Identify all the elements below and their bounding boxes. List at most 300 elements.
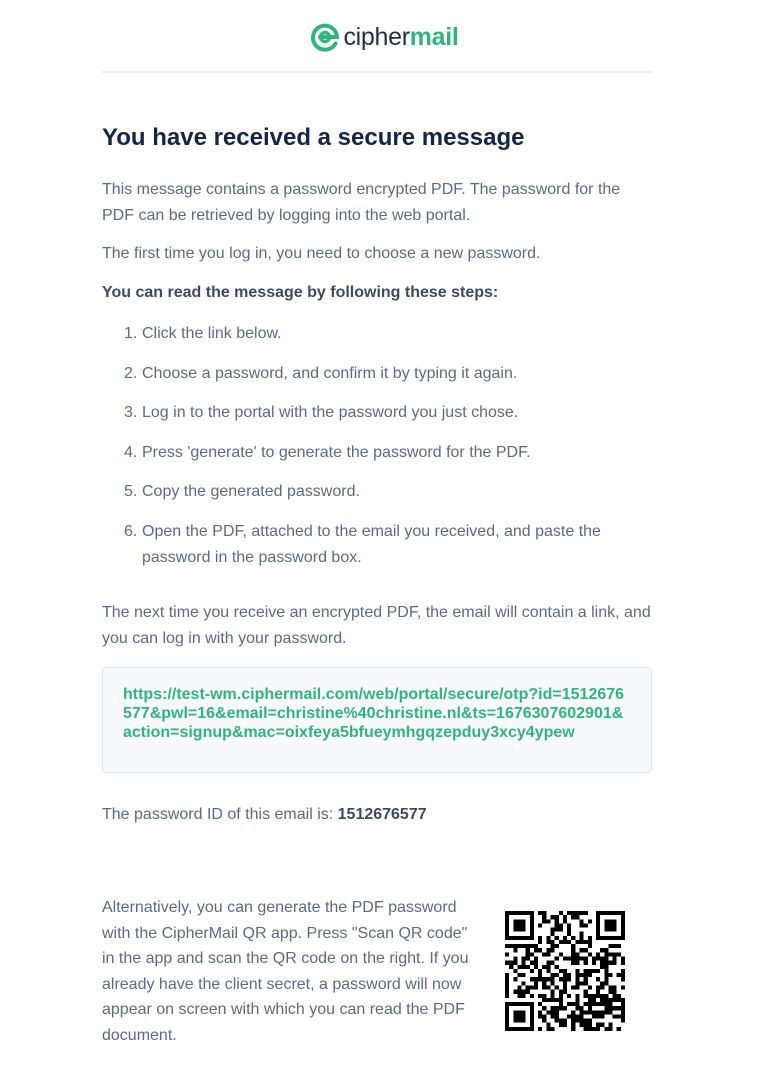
step-text: Press 'generate' to generate the password for the PDF.: [142, 443, 531, 461]
qr-module: [592, 1002, 596, 1006]
qr-module: [567, 928, 571, 932]
qr-module: [584, 1027, 588, 1031]
qr-module: [621, 928, 625, 932]
qr-module: [513, 961, 517, 965]
qr-module: [538, 936, 542, 940]
qr-module: [526, 985, 530, 989]
qr-module: [563, 936, 567, 940]
qr-module: [596, 969, 600, 973]
qr-module: [559, 990, 563, 994]
qr-module: [551, 994, 555, 998]
qr-module: [592, 1014, 596, 1018]
qr-module: [617, 998, 621, 1002]
qr-module: [517, 919, 521, 923]
qr-module: [604, 977, 608, 981]
qr-module: [592, 1027, 596, 1031]
qr-module: [604, 957, 608, 961]
qr-module: [534, 985, 538, 989]
qr-module: [546, 985, 550, 989]
qr-module: [584, 911, 588, 915]
qr-module: [596, 915, 600, 919]
qr-module: [530, 923, 534, 927]
qr-module: [559, 1023, 563, 1027]
qr-module: [559, 994, 563, 998]
qr-module: [563, 1023, 567, 1027]
qr-module: [588, 985, 592, 989]
qr-module: [542, 919, 546, 923]
qr-module: [555, 923, 559, 927]
qr-module: [575, 952, 579, 956]
qr-module: [513, 977, 517, 981]
qr-module: [530, 985, 534, 989]
qr-module: [530, 1010, 534, 1014]
qr-module: [579, 1019, 583, 1023]
qr-module: [522, 911, 526, 915]
qr-module: [604, 948, 608, 952]
qr-module: [542, 981, 546, 985]
qr-module: [505, 915, 509, 919]
qr-module: [584, 973, 588, 977]
qr-module: [584, 1023, 588, 1027]
qr-module: [604, 973, 608, 977]
qr-module: [563, 919, 567, 923]
qr-module: [608, 944, 612, 948]
qr-module: [608, 919, 612, 923]
qr-module: [571, 1010, 575, 1014]
qr-module: [575, 1006, 579, 1010]
qr-module: [559, 911, 563, 915]
qr-module: [505, 994, 509, 998]
qr-module: [588, 998, 592, 1002]
qr-module: [621, 923, 625, 927]
qr-module: [517, 1002, 521, 1006]
qr-module: [542, 1006, 546, 1010]
qr-module: [530, 944, 534, 948]
qr-module: [505, 1006, 509, 1010]
qr-module: [617, 973, 621, 977]
qr-module: [600, 1023, 604, 1027]
qr-module: [517, 1010, 521, 1014]
qr-module: [546, 1010, 550, 1014]
qr-module: [555, 957, 559, 961]
qr-module: [551, 961, 555, 965]
qr-module: [596, 994, 600, 998]
qr-module: [522, 1002, 526, 1006]
qr-module: [608, 961, 612, 965]
step-item: [102, 321, 662, 347]
qr-module: [608, 1006, 612, 1010]
qr-module: [509, 965, 513, 969]
qr-module: [522, 1014, 526, 1018]
qr-module: [575, 998, 579, 1002]
qr-module: [604, 969, 608, 973]
qr-module: [517, 994, 521, 998]
qr-module: [596, 957, 600, 961]
qr-module: [534, 965, 538, 969]
qr-module: [505, 911, 509, 915]
qr-module: [551, 1014, 555, 1018]
qr-module: [509, 961, 513, 965]
qr-module: [579, 940, 583, 944]
qr-module: [567, 973, 571, 977]
qr-module: [584, 961, 588, 965]
qr-module: [621, 973, 625, 977]
qr-module: [551, 948, 555, 952]
qr-module: [608, 923, 612, 927]
qr-module: [509, 911, 513, 915]
qr-module: [588, 1023, 592, 1027]
qr-module: [608, 985, 612, 989]
qr-module: [588, 940, 592, 944]
qr-module: [530, 977, 534, 981]
qr-module: [571, 911, 575, 915]
qr-module: [542, 985, 546, 989]
qr-module: [522, 981, 526, 985]
qr-module: [559, 998, 563, 1002]
qr-module: [588, 969, 592, 973]
qr-module: [513, 1002, 517, 1006]
qr-module: [559, 1006, 563, 1010]
qr-module: [596, 923, 600, 927]
qr-module: [551, 915, 555, 919]
qr-module: [600, 1014, 604, 1018]
qr-module: [555, 915, 559, 919]
qr-module: [608, 1027, 612, 1031]
qr-module: [530, 1014, 534, 1018]
qr-module: [530, 919, 534, 923]
qr-module: [621, 957, 625, 961]
qr-module: [584, 1019, 588, 1023]
qr-module: [600, 911, 604, 915]
qr-module: [559, 969, 563, 973]
qr-module: [621, 998, 625, 1002]
qr-module: [613, 957, 617, 961]
qr-module: [584, 940, 588, 944]
qr-module: [534, 948, 538, 952]
qr-module: [584, 923, 588, 927]
qr-module: [555, 973, 559, 977]
qr-module: [567, 932, 571, 936]
qr-module: [555, 985, 559, 989]
qr-module: [559, 923, 563, 927]
qr-module: [604, 928, 608, 932]
qr-module: [517, 990, 521, 994]
qr-module: [546, 998, 550, 1002]
qr-module: [505, 952, 509, 956]
qr-module: [526, 948, 530, 952]
qr-module: [517, 965, 521, 969]
qr-module: [588, 994, 592, 998]
qr-module: [613, 961, 617, 965]
step-text: Copy the generated password.: [142, 483, 360, 500]
qr-module: [584, 1010, 588, 1014]
qr-module: [555, 928, 559, 932]
qr-module: [621, 1014, 625, 1018]
qr-code-icon: [505, 911, 625, 1031]
qr-module: [604, 1002, 608, 1006]
qr-module: [575, 1014, 579, 1018]
qr-module: [588, 1027, 592, 1031]
qr-module: [530, 1002, 534, 1006]
qr-module: [559, 940, 563, 944]
qr-module: [513, 990, 517, 994]
step-number: 1.: [124, 325, 138, 342]
qr-module: [592, 994, 596, 998]
qr-module: [509, 1002, 513, 1006]
qr-module: [600, 998, 604, 1002]
qr-module: [530, 928, 534, 932]
qr-module: [522, 965, 526, 969]
qr-module: [517, 923, 521, 927]
qr-module: [546, 969, 550, 973]
qr-module: [613, 1014, 617, 1018]
qr-module: [613, 928, 617, 932]
qr-module: [542, 977, 546, 981]
qr-module: [505, 932, 509, 936]
qr-module: [546, 919, 550, 923]
qr-module: [522, 928, 526, 932]
portal-link-box: [102, 667, 652, 773]
qr-module: [530, 1027, 534, 1031]
qr-module: [513, 923, 517, 927]
qr-module: [555, 1019, 559, 1023]
qr-module: [596, 990, 600, 994]
qr-module: [538, 977, 542, 981]
qr-module: [505, 1010, 509, 1014]
qr-module: [542, 911, 546, 915]
qr-module: [571, 1014, 575, 1018]
qr-module: [584, 948, 588, 952]
qr-module: [509, 936, 513, 940]
qr-module: [555, 919, 559, 923]
qr-module: [542, 915, 546, 919]
qr-module: [575, 969, 579, 973]
qr-module: [522, 919, 526, 923]
qr-module: [592, 957, 596, 961]
qr-module: [584, 981, 588, 985]
portal-link[interactable]: https://test-wm.ciphermail.com/web/portal/secure/otp?id=1512676577&pwl=16&email=christine%40christine.nl&ts=1676307602901&action=signup&mac=oixfeya5bfueymhgqzepduy3xcy4ypew: [123, 686, 625, 741]
qr-module: [571, 952, 575, 956]
qr-module: [575, 994, 579, 998]
qr-module: [604, 965, 608, 969]
step-number: 6.: [124, 522, 138, 540]
qr-module: [522, 944, 526, 948]
qr-module: [522, 990, 526, 994]
qr-module: [600, 957, 604, 961]
qr-module: [513, 1019, 517, 1023]
qr-module: [608, 928, 612, 932]
qr-module: [604, 1010, 608, 1014]
qr-module: [559, 977, 563, 981]
qr-module: [600, 965, 604, 969]
qr-module: [505, 923, 509, 927]
qr-module: [513, 1027, 517, 1031]
qr-module: [579, 1006, 583, 1010]
qr-module: [584, 957, 588, 961]
qr-module: [604, 981, 608, 985]
qr-module: [588, 952, 592, 956]
qr-module: [575, 911, 579, 915]
password-id-value: 1512676577: [337, 806, 427, 823]
qr-module: [592, 969, 596, 973]
qr-module: [559, 1019, 563, 1023]
qr-module: [505, 977, 509, 981]
qr-module: [608, 1023, 612, 1027]
qr-module: [567, 923, 571, 927]
qr-module: [522, 1019, 526, 1023]
qr-module: [579, 948, 583, 952]
qr-module: [571, 1019, 575, 1023]
qr-module: [588, 1019, 592, 1023]
qr-module: [505, 1019, 509, 1023]
qr-module: [617, 1027, 621, 1031]
qr-module: [513, 944, 517, 948]
qr-module: [575, 915, 579, 919]
qr-module: [530, 1019, 534, 1023]
qr-module: [517, 928, 521, 932]
qr-module: [530, 936, 534, 940]
qr-module: [522, 923, 526, 927]
qr-module: [608, 990, 612, 994]
qr-module: [551, 1010, 555, 1014]
qr-module: [551, 940, 555, 944]
qr-module: [538, 973, 542, 977]
qr-module: [613, 936, 617, 940]
qr-module: [505, 1002, 509, 1006]
qr-module: [542, 998, 546, 1002]
qr-module: [613, 923, 617, 927]
brand-header: [0, 20, 769, 54]
qr-module: [608, 1010, 612, 1014]
qr-module: [621, 1019, 625, 1023]
qr-module: [513, 969, 517, 973]
qr-module: [608, 998, 612, 1002]
qr-module: [584, 1002, 588, 1006]
qr-module: [563, 985, 567, 989]
qr-module: [613, 952, 617, 956]
qr-module: [526, 990, 530, 994]
qr-module: [613, 919, 617, 923]
qr-module: [604, 961, 608, 965]
qr-module: [551, 981, 555, 985]
brand-name: [343, 22, 458, 52]
qr-module: [559, 952, 563, 956]
qr-module: [551, 944, 555, 948]
qr-module: [522, 994, 526, 998]
qr-module: [579, 1023, 583, 1027]
qr-module: [600, 948, 604, 952]
qr-module: [551, 998, 555, 1002]
qr-module: [546, 948, 550, 952]
qr-module: [522, 1027, 526, 1031]
qr-module: [517, 1019, 521, 1023]
qr-module: [613, 985, 617, 989]
qr-module: [579, 919, 583, 923]
step-text: Choose a password, and confirm it by typing it again.: [142, 364, 518, 382]
qr-module: [538, 1027, 542, 1031]
qr-module: [575, 957, 579, 961]
qr-module: [509, 1027, 513, 1031]
qr-module: [551, 932, 555, 936]
qr-module: [505, 944, 509, 948]
qr-module: [567, 994, 571, 998]
qr-module: [613, 990, 617, 994]
qr-module: [563, 957, 567, 961]
step-item: [102, 400, 662, 426]
first-time-text: The first time you log in, you need to choose a new password.: [102, 245, 541, 262]
qr-module: [596, 936, 600, 940]
qr-module: [563, 1019, 567, 1023]
qr-module: [617, 1006, 621, 1010]
qr-module: [621, 936, 625, 940]
qr-module: [592, 961, 596, 965]
qr-module: [575, 961, 579, 965]
qr-module: [613, 1006, 617, 1010]
qr-module: [600, 981, 604, 985]
qr-module: [571, 1027, 575, 1031]
qr-module: [505, 973, 509, 977]
qr-module: [584, 994, 588, 998]
qr-module: [530, 915, 534, 919]
qr-module: [559, 1002, 563, 1006]
qr-module: [513, 911, 517, 915]
message-title: You have received a secure message: [102, 124, 525, 151]
qr-module: [542, 952, 546, 956]
qr-module: [551, 977, 555, 981]
qr-module: [513, 928, 517, 932]
qr-module: [604, 911, 608, 915]
qr-module: [534, 961, 538, 965]
qr-module: [526, 957, 530, 961]
qr-module: [530, 1006, 534, 1010]
qr-module: [567, 1002, 571, 1006]
qr-module: [526, 1002, 530, 1006]
qr-module: [588, 936, 592, 940]
qr-module: [584, 977, 588, 981]
ciphermail-logo: [310, 22, 458, 52]
password-id-line: [102, 802, 654, 828]
qr-module: [604, 998, 608, 1002]
qr-module: [546, 1027, 550, 1031]
qr-module: [563, 915, 567, 919]
qr-module: [600, 936, 604, 940]
step-text: Click the link below.: [142, 325, 282, 342]
qr-module: [546, 965, 550, 969]
qr-module: [551, 1027, 555, 1031]
qr-module: [571, 948, 575, 952]
qr-module: [621, 1006, 625, 1010]
qr-module: [617, 944, 621, 948]
qr-module: [596, 952, 600, 956]
qr-module: [621, 911, 625, 915]
qr-module: [509, 944, 513, 948]
qr-module: [596, 928, 600, 932]
qr-module: [538, 994, 542, 998]
qr-module: [505, 990, 509, 994]
qr-module: [604, 919, 608, 923]
qr-module: [579, 911, 583, 915]
qr-module: [526, 936, 530, 940]
qr-module: [530, 911, 534, 915]
qr-module: [542, 1014, 546, 1018]
qr-module: [522, 961, 526, 965]
brand-name-part2: mail: [409, 23, 459, 51]
qr-module: [613, 998, 617, 1002]
qr-module: [596, 1023, 600, 1027]
qr-module: [563, 973, 567, 977]
qr-module: [522, 936, 526, 940]
qr-module: [513, 919, 517, 923]
